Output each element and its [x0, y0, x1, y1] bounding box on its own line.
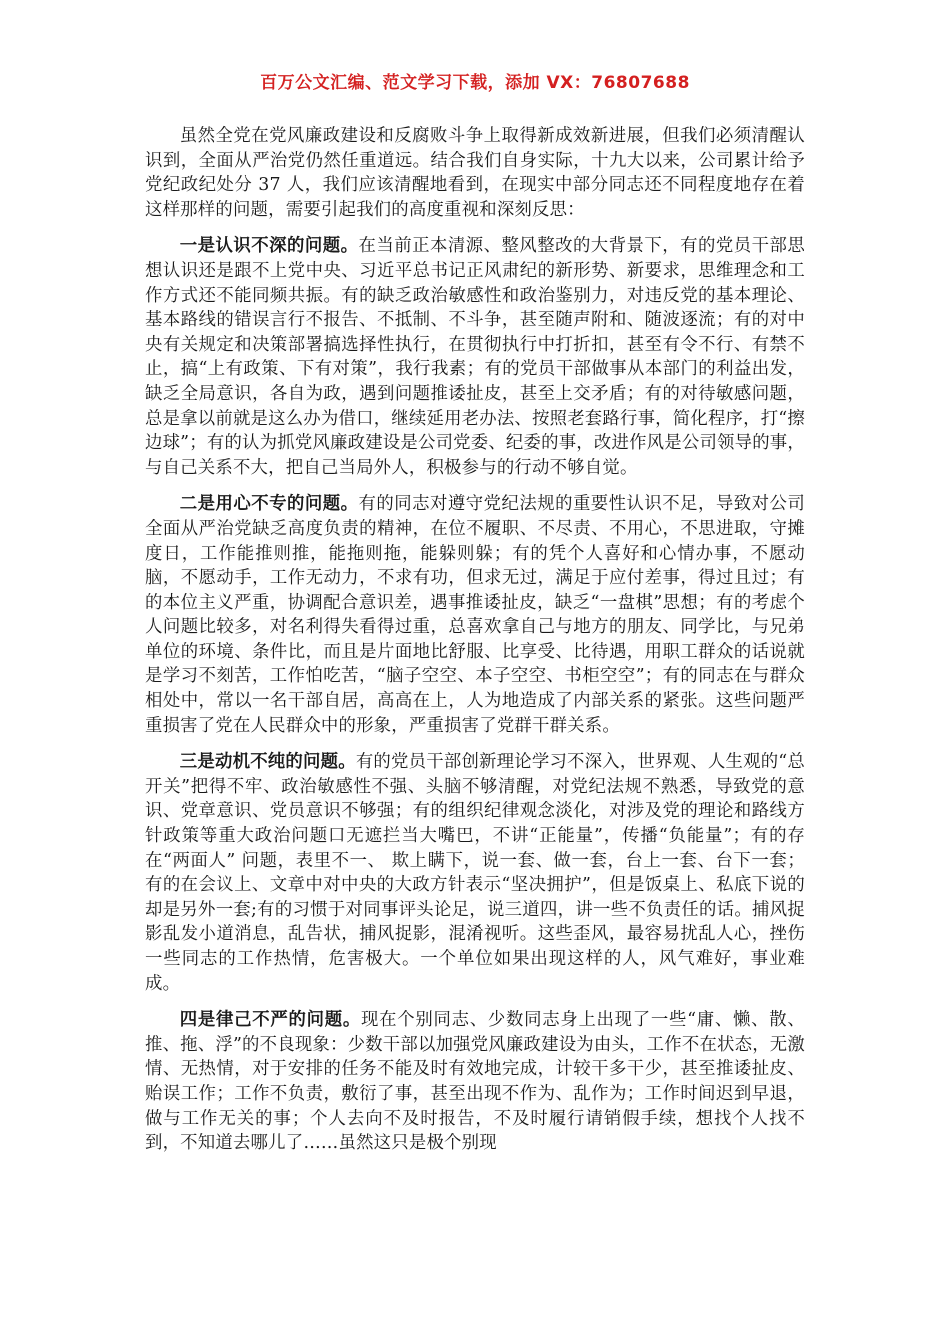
paragraph-lead: 四是律己不严的问题。: [179, 1010, 361, 1031]
paragraph-lead: 三是动机不纯的问题。: [179, 752, 356, 773]
page-header-watermark: 百万公文汇编、范文学习下载，添加 VX：76807688: [260, 73, 690, 93]
paragraph-lead: 一是认识不深的问题。: [179, 236, 359, 257]
paragraph-issue-4: [145, 1008, 805, 1156]
paragraph-issue-2: [145, 492, 805, 738]
paragraph-text: 虽然全党在党风廉政建设和反腐败斗争上取得新成效新进展，但我们必须清醒认识到，全面从严治党仍然任重道远。结合我们自身实际，十九大以来，公司累计给予党纪政纪处分 37 人，我们应该清醒地看到，在现实中部分同志还不同程度地存在着这样那样的问题，需要引起我们的高度重视和深刻反思：: [145, 126, 805, 220]
paragraph-issue-1: [145, 234, 805, 480]
paragraph-issue-3: [145, 750, 805, 996]
paragraph-text: 在当前正本清源、整风整改的大背景下，有的党员干部思想认识还是跟不上党中央、习近平总书记正风肃纪的新形势、新要求，思维理念和工作方式还不能同频共振。有的缺乏政治敏感性和政治鉴别力，对违反党的基本理论、基本路线的错误言行不报告、不抵制、不斗争，甚至随声附和、随波逐流；有的对中央有关规定和决策部署搞选择性执行，在贯彻执行中打折扣，甚至有令不行、有禁不止，搞“上有政策、下有对策”，我行我素；有的党员干部做事从本部门的利益出发，缺乏全局意识，各自为政，遇到问题推诿扯皮，甚至上交矛盾；有的对待敏感问题，总是拿以前就是这么办为借口，继续延用老办法、按照老套路行事，简化程序，打“擦边球”；有的认为抓党风廉政建设是公司党委、纪委的事，改进作风是公司领导的事，与自己关系不大，把自己当局外人，积极参与的行动不够自觉。: [145, 236, 805, 478]
paragraph-text: 有的同志对遵守党纪法规的重要性认识不足，导致对公司全面从严治党缺乏高度负责的精神，在位不履职、不尽责、不用心，不思进取，守摊度日，工作能推则推，能拖则拖，能躲则躲；有的凭个人喜好和心情办事，不愿动脑，不愿动手，工作无动力，不求有功，但求无过，满足于应付差事，得过且过；有的本位主义严重，协调配合意识差，遇事推诿扯皮，缺乏“一盘棋”思想；有的考虑个人问题比较多，对名利得失看得过重，总喜欢拿自己与地方的朋友、同学比，与兄弟单位的环境、条件比，而且是片面地比舒服、比享受、比待遇，用职工群众的话说就是学习不刻苦，工作怕吃苦，“脑子空空、本子空空、书柜空空”；有的同志在与群众相处中，常以一名干部自居，高高在上，人为地造成了内部关系的紧张。这些问题严重损害了党在人民群众中的形象，严重损害了党群干群关系。: [145, 494, 805, 736]
paragraph-lead: 二是用心不专的问题。: [179, 494, 359, 515]
document-body: [145, 124, 805, 1168]
paragraph-intro: [145, 124, 805, 222]
paragraph-text: 有的党员干部创新理论学习不深入，世界观、人生观的“总开关”把得不牢、政治敏感性不强、头脑不够清醒，对党纪法规不熟悉，导致党的意识、党章意识、党员意识不够强；有的组织纪律观念淡化，对涉及党的理论和路线方针政策等重大政治问题口无遮拦当大嘴巴，不讲“正能量”，传播“负能量”；有的存在“两面人” 问题，表里不一、 欺上瞒下，说一套、做一套，台上一套、台下一套；有的在会议上、文章中对中央的大政方针表示“坚决拥护”，但是饭桌上、私底下说的却是另外一套;有的习惯于对同事评头论足，说三道四，讲一些不负责任的话。捕风捉影乱发小道消息，乱告状，捕风捉影，混淆视听。这些歪风，最容易扰乱人心，挫伤一些同志的工作热情，危害极大。一个单位如果出现这样的人，风气难好，事业难成。: [145, 752, 805, 994]
paragraph-text: 现在个别同志、少数同志身上出现了一些“庸、懒、散、推、拖、浮”的不良现象：少数干部以加强党风廉政建设为由头，工作不在状态，无激情、无热情，对于安排的任务不能及时有效地完成，计较干多干少，甚至推诿扯皮、贻误工作；工作不负责，敷衍了事，甚至出现不作为、乱作为；工作时间迟到早退，做与工作无关的事；个人去向不及时报告，不及时履行请销假手续，想找个人找不到，不知道去哪儿了……虽然这只是极个别现: [145, 1010, 805, 1154]
